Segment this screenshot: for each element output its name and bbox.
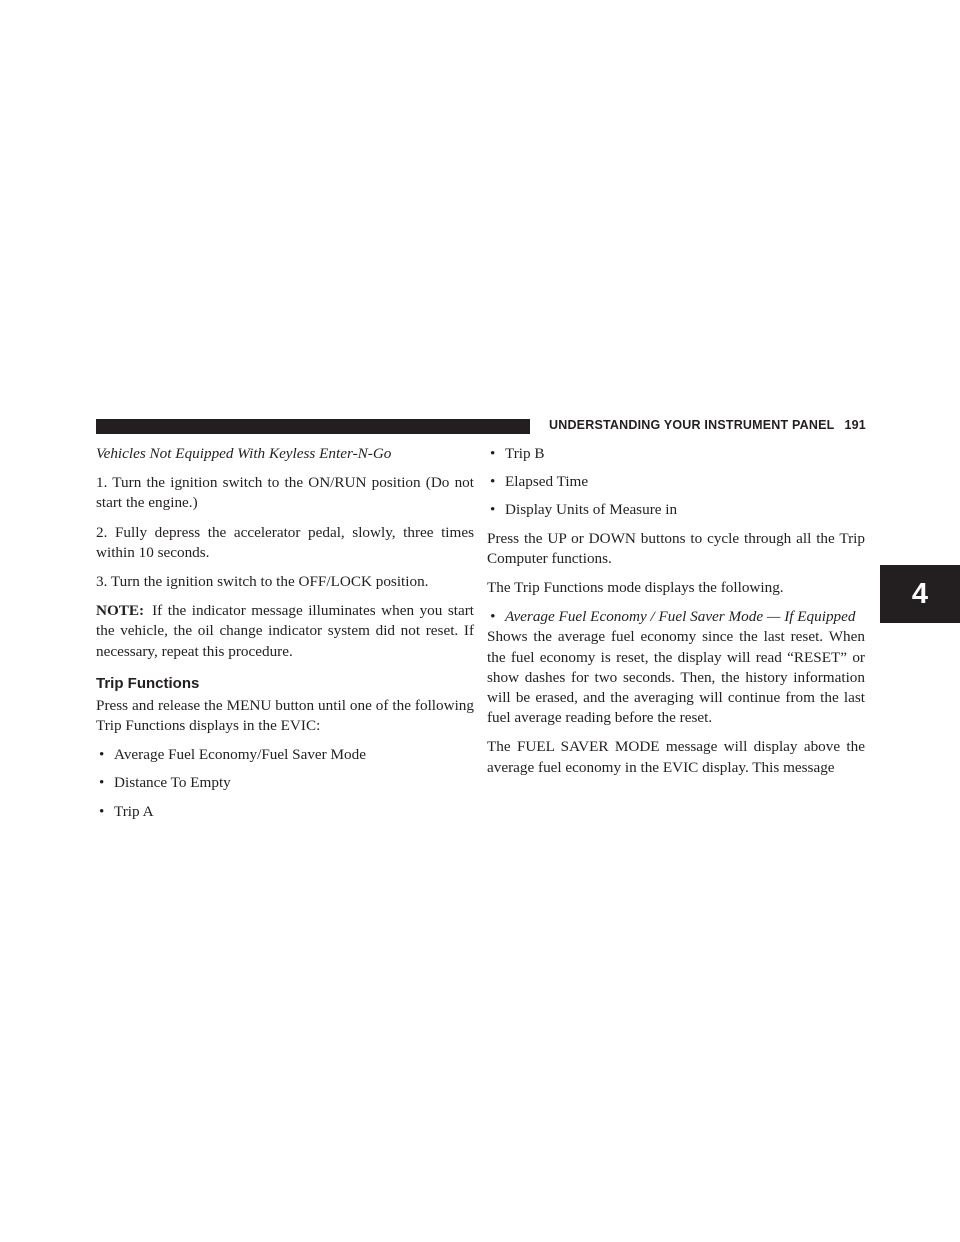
left-column [96, 444, 474, 830]
note-text: If the indicator message illuminates when you start the vehicle, the oil change indicator system did not reset. If necessary, repeat this procedure. [96, 602, 474, 660]
list-item [96, 802, 474, 822]
paragraph: The Trip Functions mode displays the following. [487, 579, 784, 597]
bullet-icon: • [490, 501, 496, 519]
section-heading: Trip Functions [96, 674, 200, 692]
chapter-tab: 4 [880, 565, 960, 623]
right-column [487, 444, 865, 778]
list-item-text: Trip A [114, 802, 154, 820]
paragraph: The FUEL SAVER MODE message will display above the average fuel economy in the EVIC display. This message [487, 738, 865, 776]
list-item-text: Elapsed Time [505, 473, 589, 491]
bullet-icon: • [490, 608, 496, 626]
paragraph: Press the UP or DOWN buttons to cycle through all the Trip Computer functions. [487, 529, 865, 567]
list-item [487, 472, 865, 492]
list-item-text: Distance To Empty [114, 774, 231, 792]
bullet-icon: • [99, 774, 105, 792]
note-paragraph [96, 601, 474, 662]
header-title: UNDERSTANDING YOUR INSTRUMENT PANEL [549, 418, 835, 432]
list-item-text: Average Fuel Economy/Fuel Saver Mode [114, 746, 366, 764]
bullet-icon: • [99, 802, 105, 820]
list-item [96, 745, 474, 765]
bullet-icon: • [99, 746, 105, 764]
list-item [487, 500, 865, 520]
list-item-text: Trip B [505, 445, 545, 462]
list-item-text: Average Fuel Economy / Fuel Saver Mode — If Equipped [505, 608, 856, 626]
list-item [487, 444, 865, 464]
header-rule [96, 419, 530, 434]
step-2: 2. Fully depress the accelerator pedal, slowly, three times within 10 seconds. [96, 523, 474, 561]
note-label: NOTE: [96, 602, 145, 620]
running-header [549, 418, 866, 432]
paragraph: Shows the average fuel economy since the last reset. When the fuel economy is reset, the display will read “RESET” or show dashes for two seconds. Then, the history information will be erased, and the averaging will continue from the last fuel average reading before the reset. [487, 628, 865, 727]
bullet-icon: • [490, 473, 496, 491]
list-item [487, 607, 865, 627]
step-3: 3. Turn the ignition switch to the OFF/LOCK position. [96, 573, 429, 591]
step-1: 1. Turn the ignition switch to the ON/RUN position (Do not start the engine.) [96, 474, 474, 512]
bullet-icon: • [490, 445, 496, 462]
list-item [96, 773, 474, 793]
page-number: 191 [844, 418, 866, 432]
intro-paragraph: Press and release the MENU button until one of the following Trip Functions displays in the EVIC: [96, 696, 474, 735]
subheading: Vehicles Not Equipped With Keyless Enter-N-Go [96, 445, 392, 462]
list-item-text: Display Units of Measure in [505, 501, 678, 519]
